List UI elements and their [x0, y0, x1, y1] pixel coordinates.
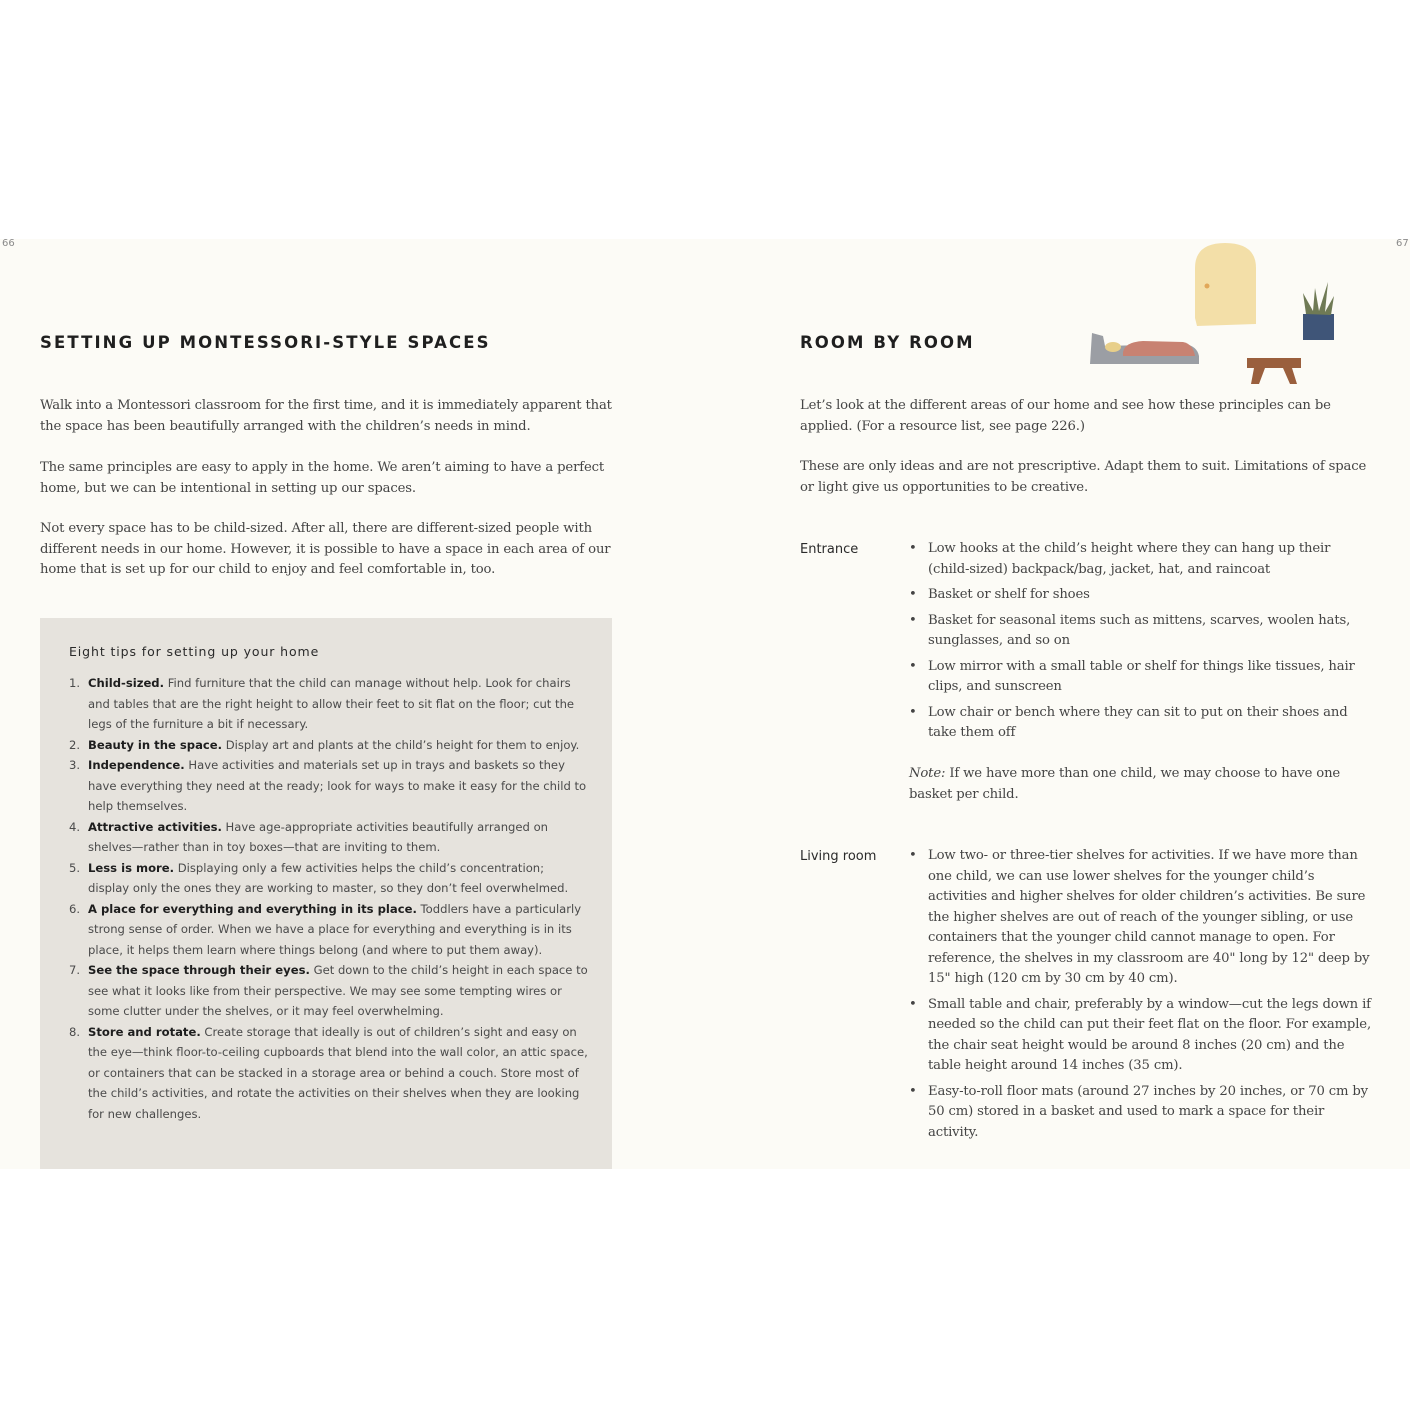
- tip-item: 2. Beauty in the space. Display art and plants at the child’s height for them to enjoy.: [69, 737, 580, 752]
- room-illustration: [1085, 238, 1345, 388]
- list-item: • Easy-to-roll floor mats (around 27 inches by 20 inches, or 70 cm by 50 cm) stored in a basket and used to mark a space for their activity.: [909, 1083, 1368, 1140]
- entrance-note: [909, 764, 1379, 805]
- left-paragraph-1: Walk into a Montessori classroom for the first time, and it is immediately apparent that the space has been beautifully arranged with the children’s needs in mind.: [40, 398, 612, 434]
- tip-item: 3. Independence. Have activities and materials set up in trays and baskets so they have everything they need at the ready; look for ways to make it easy for the child to help themselves.: [69, 758, 587, 813]
- section-label-living-room: Living room: [800, 849, 877, 864]
- door-shape: [1195, 243, 1256, 326]
- tip-item: 8. Store and rotate. Create storage that ideally is out of children’s sight and easy on the eye—think floor-to-ceiling cupboards that blend into the wall color, an attic space, or containers that can be stacked in a storage area or behind a couch. Store most of the child’s activities, and rotate the activities on their shelves when they are looking for new challenges.: [69, 1024, 588, 1121]
- right-paragraph-1: Let’s look at the different areas of our home and see how these principles can be applied. (For a resource list, see page 226.): [800, 398, 1331, 434]
- stool-shape: [1247, 358, 1301, 384]
- list-item: • Low two- or three-tier shelves for activities. If we have more than one child, we can use lower shelves for the younger child’s activities and higher shelves for older children’s activities. Be sure the higher shelves are out of reach of the younger sibling, or use containers that the younger child cannot manage to open. For reference, the shelves in my classroom are 40" long by 12" deep by 15" high (120 cm by 30 cm by 40 cm).: [909, 848, 1370, 986]
- bed-blanket: [1123, 341, 1195, 356]
- list-item: • Low chair or bench where they can sit to put on their shoes and take them off: [909, 704, 1348, 740]
- list-item: • Low hooks at the child’s height where they can hang up their (child-sized) backpack/bag, jacket, hat, and raincoat: [909, 541, 1331, 577]
- tip-item: 4. Attractive activities. Have age-appropriate activities beautifully arranged on shelves—rather than in toy boxes—that are inviting to them.: [69, 819, 549, 854]
- page-number-left: 66: [2, 238, 15, 249]
- list-item: • Low mirror with a small table or shelf for things like tissues, hair clips, and sunscreen: [909, 658, 1355, 694]
- plant-leaves: [1303, 282, 1334, 315]
- living-room-list: [909, 846, 1374, 1148]
- list-item: • Small table and chair, preferably by a window—cut the legs down if needed so the child can put their feet flat on the floor. For example, the chair seat height would be around 8 inches (20 cm) and the table height around 14 inches (35 cm).: [909, 996, 1371, 1073]
- left-paragraph-2: The same principles are easy to apply in the home. We aren’t aiming to have a perfect home, but we can be intentional in setting up our spaces.: [40, 460, 605, 496]
- tips-list: [0, 673, 588, 1124]
- tip-item: 5. Less is more. Displaying only a few activities helps the child’s concentration; display only the ones they are working to master, so they don’t feel overwhelmed.: [69, 860, 569, 895]
- tip-item: 6. A place for everything and everything in its place. Toddlers have a particularly strong sense of order. When we have a place for everything and everything is in its place, it helps them learn where things belong (and where to put them away).: [69, 901, 582, 957]
- tips-title: Eight tips for setting up your home: [69, 644, 320, 659]
- left-page-heading: SETTING UP MONTESSORI-STYLE SPACES: [40, 333, 491, 352]
- right-page-heading: ROOM BY ROOM: [800, 333, 975, 352]
- section-label-entrance: Entrance: [800, 542, 859, 557]
- note-text: If we have more than one child, we may choose to have one basket per child.: [909, 766, 1341, 802]
- right-paragraph-2: These are only ideas and are not prescriptive. Adapt them to suit. Limitations of space or light give us opportunities to be creative.: [800, 459, 1367, 495]
- note-label: Note:: [909, 766, 946, 781]
- list-item: • Basket or shelf for shoes: [909, 587, 1090, 602]
- list-item: • Basket for seasonal items such as mittens, scarves, woolen hats, sunglasses, and so on: [909, 612, 1351, 648]
- door-knob: [1205, 284, 1210, 289]
- entrance-list: [909, 539, 1374, 749]
- pillow: [1105, 342, 1121, 352]
- plant-pot: [1303, 314, 1334, 340]
- left-paragraph-3: Not every space has to be child-sized. After all, there are different-sized people with different needs in our home. However, it is possible to have a space in each area of our home that is set up for our child to enjoy and feel comfortable in, too.: [40, 521, 611, 578]
- tip-item: 7. See the space through their eyes. Get down to the child’s height in each space to see what it looks like from their perspective. We may see some tempting wires or some clutter under the shelves, or it may feel overwhelming.: [69, 963, 588, 1018]
- page-number-right: 67: [1396, 238, 1409, 249]
- tip-item: 1. Child-sized. Find furniture that the child can manage without help. Look for chairs and tables that are the right height to allow their feet to sit flat on the floor; cut the legs of the furniture a bit if necessary.: [69, 676, 575, 731]
